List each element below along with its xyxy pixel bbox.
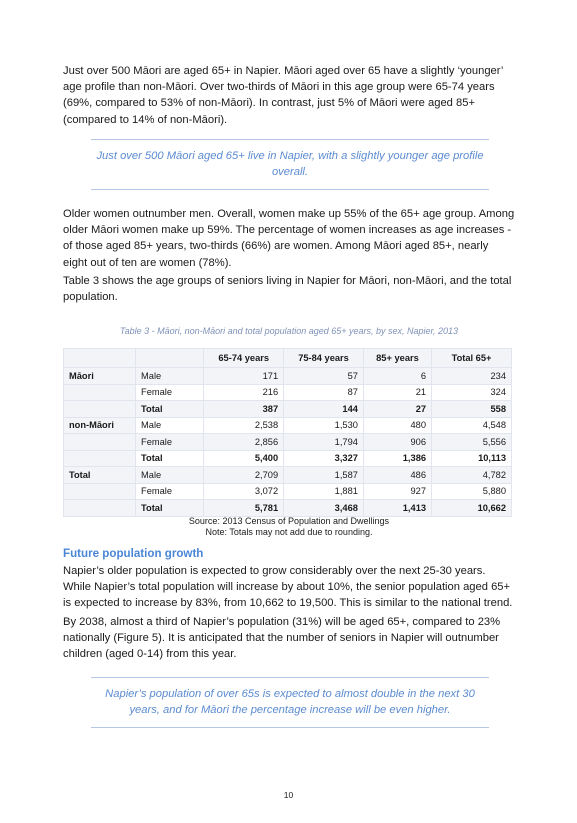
- value-cell: 27: [363, 401, 431, 418]
- paragraph-women-outnumber-men: Older women outnumber men. Overall, women make up 55% of the 65+ age group. Among older Māori women make up 59%. The percentage of women increases as age increases - of those aged 85+ years, two-thirds (66%) are women. Among Māori aged 85+, nearly eight out of ten are women (78%).: [63, 208, 515, 269]
- value-cell: 234: [432, 368, 512, 385]
- section-heading: Future population growth: [63, 547, 204, 560]
- value-cell: 171: [204, 368, 284, 385]
- paragraph-table-intro: Table 3 shows the age groups of seniors living in Napier for Māori, non-Māori, and the total population.: [63, 275, 512, 304]
- value-cell: 5,880: [432, 483, 512, 500]
- header-cell: 75-84 years: [284, 349, 364, 368]
- value-cell: 906: [363, 434, 431, 451]
- pull-quote-2-text: Napier’s population of over 65s is expected to almost double in the next 30 years, and for Māori the percentage increase will be even higher.: [105, 688, 475, 716]
- table-source: Source: 2013 Census of Population and Dwellings: [188, 516, 390, 526]
- group-cell: [64, 500, 136, 517]
- header-cell: 65-74 years: [204, 349, 284, 368]
- group-cell: Māori: [64, 368, 136, 385]
- header-cell: 85+ years: [363, 349, 431, 368]
- table-row: [64, 450, 512, 467]
- table-row: [64, 483, 512, 500]
- sex-cell: Male: [136, 417, 204, 434]
- table-row: [64, 401, 512, 418]
- value-cell: 1,881: [284, 483, 364, 500]
- table-row: [64, 500, 512, 517]
- table-caption: Table 3 - Māori, non-Māori and total population aged 65+ years, by sex, Napier, 2013: [119, 326, 459, 336]
- page-number: 10: [283, 790, 294, 800]
- value-cell: 3,327: [284, 450, 364, 467]
- table-note: Note: Totals may not add due to rounding.: [205, 527, 373, 537]
- table-row: [64, 434, 512, 451]
- value-cell: 480: [363, 417, 431, 434]
- value-cell: 57: [284, 368, 364, 385]
- group-cell: non-Māori: [64, 417, 136, 434]
- group-cell: Total: [64, 467, 136, 484]
- sex-cell: Total: [136, 500, 204, 517]
- value-cell: 2,538: [204, 417, 284, 434]
- header-cell: [136, 349, 204, 368]
- sex-cell: Female: [136, 483, 204, 500]
- paragraph-population-growth: Napier’s older population is expected to grow considerably over the next 25-30 years. While Napier’s total population will increase by about 10%, the senior population aged 65+ is expected to increase by 83%, from 10,662 to 19,500. This is similar to the national trend.: [63, 565, 513, 610]
- value-cell: 10,113: [432, 450, 512, 467]
- group-cell: [64, 401, 136, 418]
- sex-cell: Female: [136, 434, 204, 451]
- value-cell: 10,662: [432, 500, 512, 517]
- group-cell: [64, 384, 136, 401]
- value-cell: 324: [432, 384, 512, 401]
- value-cell: 144: [284, 401, 364, 418]
- value-cell: 5,556: [432, 434, 512, 451]
- value-cell: 4,548: [432, 417, 512, 434]
- value-cell: 6: [363, 368, 431, 385]
- value-cell: 5,400: [204, 450, 284, 467]
- pull-quote-1-text: Just over 500 Māori aged 65+ live in Napier, with a slightly younger age profile overall.: [96, 150, 484, 178]
- table-row: [64, 368, 512, 385]
- value-cell: 927: [363, 483, 431, 500]
- paragraph-maori-age-profile: Just over 500 Māori are aged 65+ in Napier. Māori aged over 65 have a slightly ‘younger’ age profile than non-Māori. Over two-thirds of Māori in this age group were 65-74 years (69%, compared to 53% of non-Māori). In contrast, just 5% of Māori were aged 85+ (compared to 14% of non-Māori).: [63, 65, 503, 126]
- value-cell: 1,587: [284, 467, 364, 484]
- paragraph-2038-projection: By 2038, almost a third of Napier’s population (31%) will be aged 65+, compared to 23% nationally (Figure 5). It is anticipated that the number of seniors in Napier will outnumber children (aged 0-14) from this year.: [63, 616, 501, 661]
- pull-quote-2: [91, 677, 489, 728]
- group-cell: [64, 483, 136, 500]
- pull-quote-1: [91, 139, 489, 190]
- header-cell: Total 65+: [432, 349, 512, 368]
- value-cell: 486: [363, 467, 431, 484]
- sex-cell: Male: [136, 467, 204, 484]
- table-header-row: [64, 349, 512, 368]
- value-cell: 1,794: [284, 434, 364, 451]
- value-cell: 1,386: [363, 450, 431, 467]
- value-cell: 1,530: [284, 417, 364, 434]
- value-cell: 21: [363, 384, 431, 401]
- value-cell: 4,782: [432, 467, 512, 484]
- header-cell: [64, 349, 136, 368]
- table-row: [64, 384, 512, 401]
- value-cell: 87: [284, 384, 364, 401]
- sex-cell: Total: [136, 401, 204, 418]
- value-cell: 216: [204, 384, 284, 401]
- value-cell: 558: [432, 401, 512, 418]
- table-row: [64, 467, 512, 484]
- sex-cell: Female: [136, 384, 204, 401]
- value-cell: 5,781: [204, 500, 284, 517]
- value-cell: 387: [204, 401, 284, 418]
- sex-cell: Male: [136, 368, 204, 385]
- value-cell: 1,413: [363, 500, 431, 517]
- group-cell: [64, 434, 136, 451]
- population-table: [63, 348, 512, 517]
- sex-cell: Total: [136, 450, 204, 467]
- value-cell: 3,072: [204, 483, 284, 500]
- value-cell: 2,856: [204, 434, 284, 451]
- value-cell: 3,468: [284, 500, 364, 517]
- group-cell: [64, 450, 136, 467]
- table-row: [64, 417, 512, 434]
- value-cell: 2,709: [204, 467, 284, 484]
